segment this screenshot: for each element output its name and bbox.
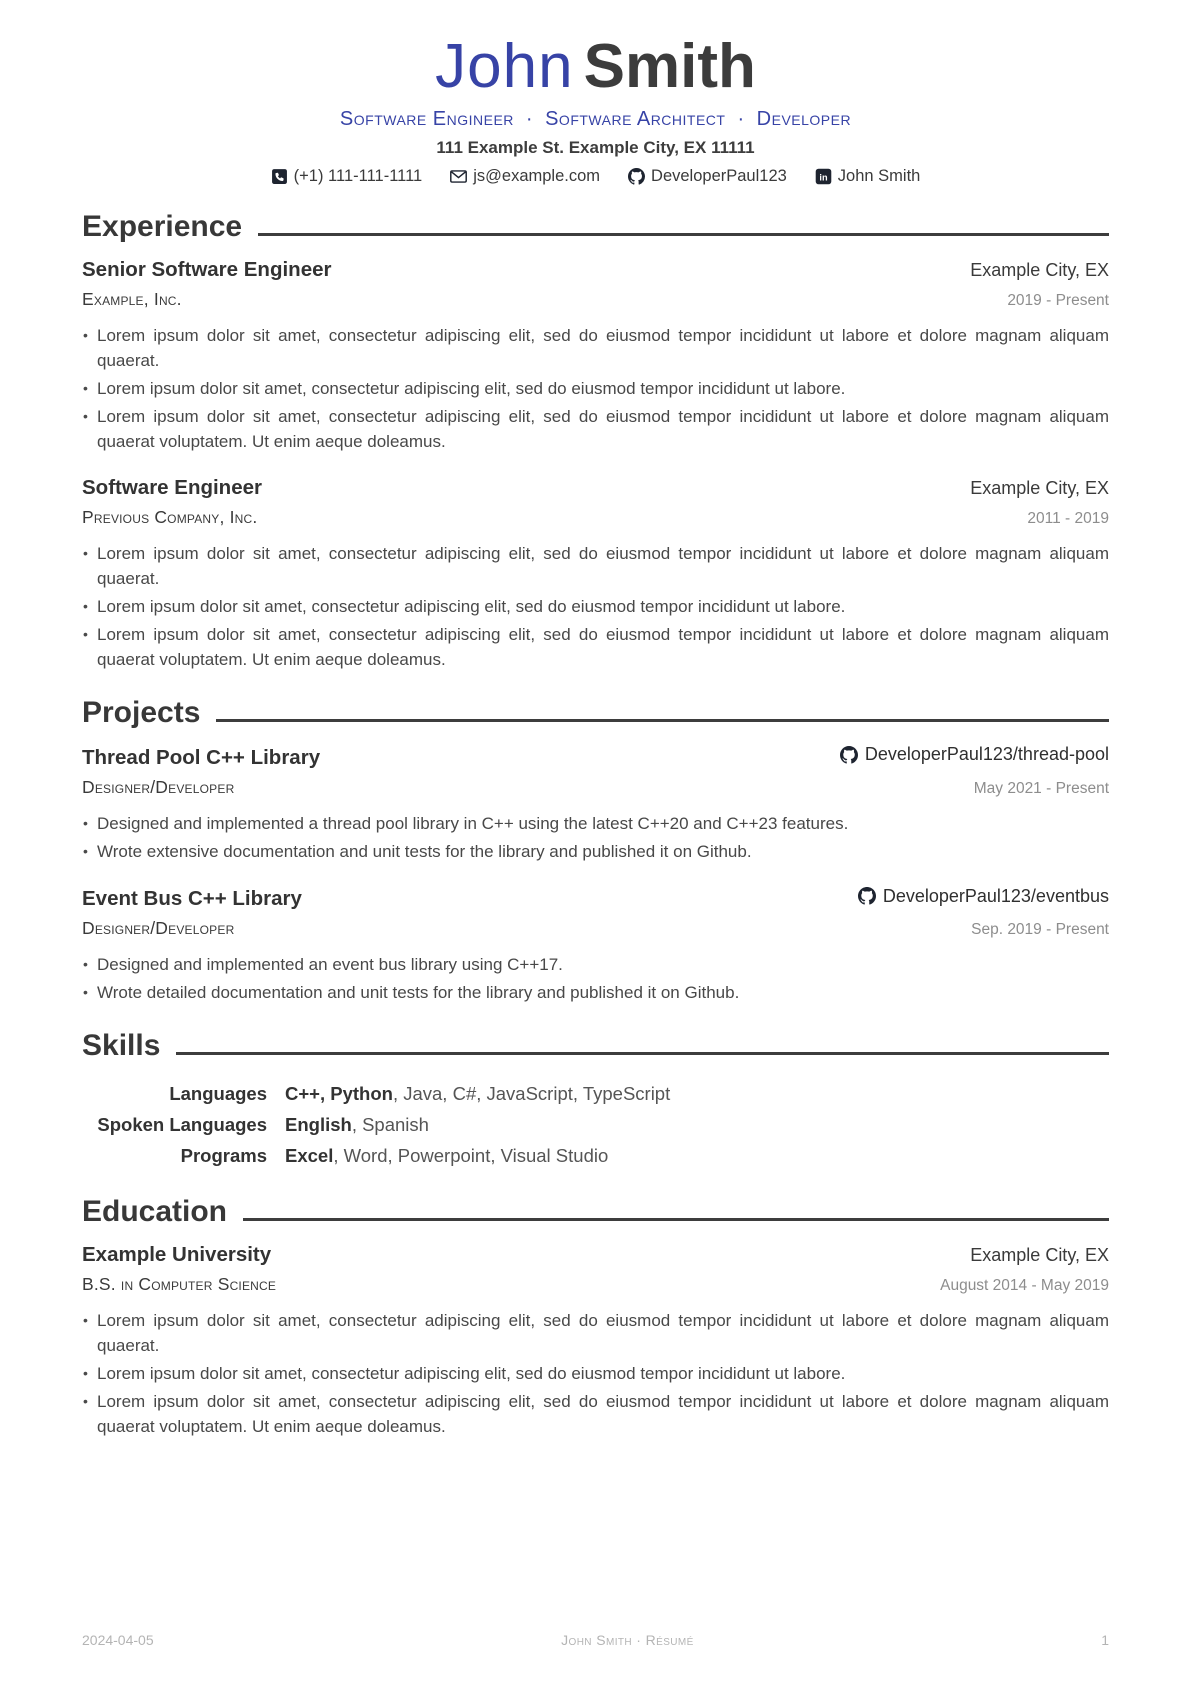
job-entry bbox=[82, 476, 1109, 672]
linkedin-icon bbox=[815, 168, 832, 185]
bullet-item: • Lorem ipsum dolor sit amet, consectetur adipiscing elit, sed do eiusmod tempor incididunt ut labore et dolore magnam aliquam quaerat voluptatem. Ut enim aeque doleamus. bbox=[82, 1389, 1109, 1439]
section-heading bbox=[82, 1029, 1109, 1062]
section-rule bbox=[243, 1218, 1109, 1221]
linkedin-name: John Smith bbox=[837, 167, 921, 186]
project-dates: Sep. 2019 - Present bbox=[971, 921, 1109, 939]
skill-values bbox=[285, 1140, 608, 1171]
education-section bbox=[82, 1195, 1109, 1439]
bullet-item: • Lorem ipsum dolor sit amet, consectetur adipiscing elit, sed do eiusmod tempor incididunt ut labore et dolore magnam aliquam quaerat. bbox=[82, 323, 1109, 373]
job-location: Example City, EX bbox=[970, 260, 1109, 281]
project-role: Designer/Developer bbox=[82, 918, 235, 939]
bullet-item: • Lorem ipsum dolor sit amet, consectetur adipiscing elit, sed do eiusmod tempor incididunt ut labore et dolore magnam aliquam quaerat. bbox=[82, 1308, 1109, 1358]
bullet-item: • Designed and implemented a thread pool library in C++ using the latest C++20 and C++23 features. bbox=[82, 811, 1109, 836]
envelope-icon bbox=[450, 168, 467, 185]
bullet-item: • Wrote extensive documentation and unit tests for the library and published it on Github. bbox=[82, 839, 1109, 864]
job-entry bbox=[82, 258, 1109, 454]
job-bullet-list bbox=[82, 323, 1109, 454]
job-dates: 2019 - Present bbox=[1007, 292, 1109, 310]
project-entry bbox=[82, 886, 1109, 1006]
project-title: Event Bus C++ Library bbox=[82, 887, 302, 911]
last-name: Smith bbox=[583, 32, 756, 101]
tagline-item: Developer bbox=[756, 108, 852, 131]
section-title: Skills bbox=[82, 1029, 161, 1063]
repo-name: DeveloperPaul123/eventbus bbox=[882, 885, 1109, 906]
company-name: Example, Inc. bbox=[82, 289, 182, 310]
project-bullet-list bbox=[82, 952, 1109, 1005]
bullet-item: • Lorem ipsum dolor sit amet, consectetur adipiscing elit, sed do eiusmod tempor incididunt ut labore et dolore magnam aliquam quaerat voluptatem. Ut enim aeque doleamus. bbox=[82, 622, 1109, 672]
section-rule bbox=[258, 233, 1109, 236]
section-title: Experience bbox=[82, 210, 243, 244]
skill-values-strong: Excel bbox=[285, 1145, 334, 1167]
job-dates: 2011 - 2019 bbox=[1027, 510, 1109, 528]
job-location: Example City, EX bbox=[970, 478, 1109, 499]
github-icon bbox=[628, 168, 645, 185]
job-bullet-list bbox=[82, 541, 1109, 672]
tagline-item: Software Architect bbox=[545, 108, 726, 131]
skill-category-label: Programs bbox=[180, 1145, 267, 1167]
email-address: js@example.com bbox=[473, 167, 601, 186]
project-entry bbox=[82, 744, 1109, 864]
footer-document-title: John Smith · Résumé bbox=[561, 1632, 694, 1648]
phone-number: (+1) 111-111-1111 bbox=[293, 167, 423, 186]
skill-values-strong: C++, Python bbox=[285, 1083, 393, 1105]
skill-values bbox=[285, 1109, 429, 1140]
bullet-item: • Wrote detailed documentation and unit tests for the library and published it on Github. bbox=[82, 980, 1109, 1005]
education-dates: August 2014 - May 2019 bbox=[940, 1277, 1109, 1295]
email-link[interactable] bbox=[450, 167, 600, 186]
skill-row bbox=[82, 1078, 1109, 1109]
tagline-separator: · bbox=[525, 108, 534, 131]
section-title: Projects bbox=[82, 696, 201, 730]
degree-name: B.S. in Computer Science bbox=[82, 1274, 277, 1295]
project-dates: May 2021 - Present bbox=[973, 779, 1109, 797]
school-location: Example City, EX bbox=[970, 1245, 1109, 1266]
project-repo-link[interactable] bbox=[840, 744, 1109, 765]
phone-link[interactable] bbox=[271, 167, 423, 186]
project-title: Thread Pool C++ Library bbox=[82, 745, 321, 769]
projects-section bbox=[82, 696, 1109, 1005]
skill-values-rest: , Spanish bbox=[351, 1114, 429, 1136]
github-username: DeveloperPaul123 bbox=[651, 167, 787, 186]
bullet-item: • Designed and implemented an event bus library using C++17. bbox=[82, 952, 1109, 977]
section-heading bbox=[82, 696, 1109, 729]
phone-square-icon bbox=[271, 168, 288, 185]
job-title: Senior Software Engineer bbox=[82, 258, 332, 282]
person-name bbox=[82, 34, 1109, 99]
bullet-item: • Lorem ipsum dolor sit amet, consectetur adipiscing elit, sed do eiusmod tempor incididunt ut labore et dolore magnam aliquam quaerat voluptatem. Ut enim aeque doleamus. bbox=[82, 404, 1109, 454]
project-repo-link[interactable] bbox=[858, 886, 1109, 907]
skill-values-rest: , Java, C#, JavaScript, TypeScript bbox=[392, 1083, 671, 1105]
section-title: Education bbox=[82, 1195, 228, 1229]
tagline-separator: · bbox=[737, 108, 745, 131]
experience-section bbox=[82, 210, 1109, 672]
footer-date: 2024-04-05 bbox=[82, 1632, 154, 1648]
page-footer bbox=[82, 1632, 1109, 1648]
bullet-item: • Lorem ipsum dolor sit amet, consectetur adipiscing elit, sed do eiusmod tempor incididunt ut labore. bbox=[82, 1361, 1109, 1386]
skill-values bbox=[285, 1078, 670, 1109]
bullet-item: • Lorem ipsum dolor sit amet, consectetur adipiscing elit, sed do eiusmod tempor incididunt ut labore. bbox=[82, 594, 1109, 619]
project-role: Designer/Developer bbox=[82, 776, 235, 797]
linkedin-profile-link[interactable] bbox=[815, 167, 921, 186]
project-bullet-list bbox=[82, 811, 1109, 864]
skills-section bbox=[82, 1029, 1109, 1171]
section-rule bbox=[176, 1052, 1109, 1055]
skills-table bbox=[82, 1078, 1109, 1171]
skill-category-label: Languages bbox=[169, 1083, 267, 1105]
education-entry bbox=[82, 1243, 1109, 1439]
skill-category-label: Spoken Languages bbox=[97, 1114, 267, 1136]
skill-values-rest: , Word, Powerpoint, Visual Studio bbox=[333, 1145, 609, 1167]
skill-row bbox=[82, 1140, 1109, 1171]
contact-row bbox=[82, 167, 1109, 186]
address-line: 111 Example St. Example City, EX 11111 bbox=[436, 138, 755, 158]
tagline-item: Software Engineer bbox=[339, 108, 514, 131]
bullet-item: • Lorem ipsum dolor sit amet, consectetur adipiscing elit, sed do eiusmod tempor incididunt ut labore et dolore magnam aliquam quaerat. bbox=[82, 541, 1109, 591]
github-profile-link[interactable] bbox=[628, 167, 787, 186]
school-name: Example University bbox=[82, 1243, 272, 1267]
repo-name: DeveloperPaul123/thread-pool bbox=[864, 744, 1109, 765]
bullet-item: • Lorem ipsum dolor sit amet, consectetur adipiscing elit, sed do eiusmod tempor incididunt ut labore. bbox=[82, 376, 1109, 401]
section-rule bbox=[216, 719, 1109, 722]
github-icon bbox=[858, 887, 876, 905]
job-title: Software Engineer bbox=[82, 476, 262, 500]
section-heading bbox=[82, 210, 1109, 243]
skill-values-strong: English bbox=[285, 1114, 352, 1136]
first-name: John bbox=[435, 32, 574, 101]
svg-text:in: in bbox=[819, 172, 828, 183]
footer-page-number: 1 bbox=[1101, 1632, 1109, 1648]
github-icon bbox=[840, 746, 858, 764]
education-bullet-list bbox=[82, 1308, 1109, 1439]
section-heading bbox=[82, 1195, 1109, 1228]
skill-row bbox=[82, 1109, 1109, 1140]
resume-header bbox=[82, 34, 1109, 186]
company-name: Previous Company, Inc. bbox=[82, 507, 258, 528]
tagline bbox=[82, 108, 1109, 131]
